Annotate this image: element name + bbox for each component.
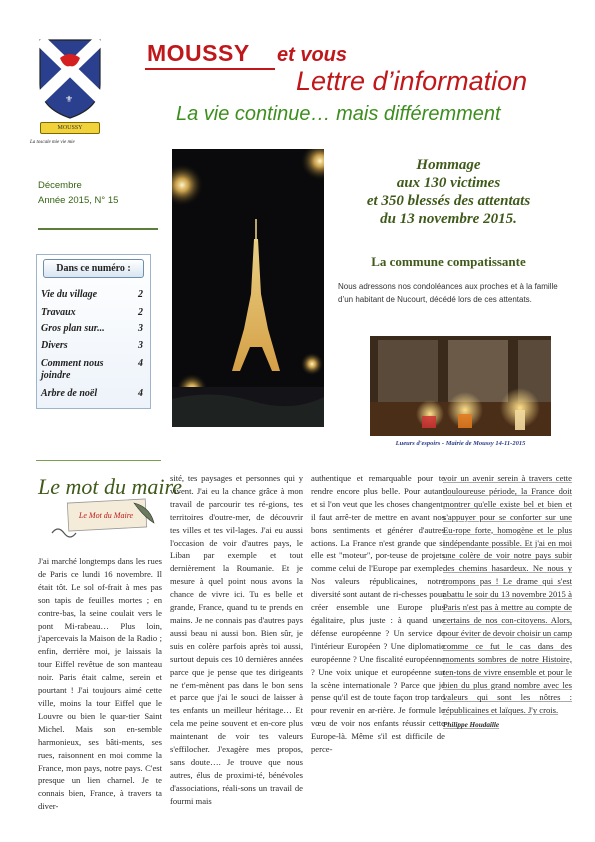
mot-column-3: authentique et remarquable pour te rendre encore plus belle. Pour autant et si l'on veut que les choses changent, il faut arrê-ter de mettre en avant nos bons sentiments et générer d'autres actions. La France n'est grande que si elle est "moteur", por-teuse de projets comme celui de l'Europe par exemple. Nos valeurs républicaines, notre diversité sont autant de ri-chesses pour créer ensemble une Europe plus égalitaire, plus juste : à quand une défense européenne ? Un service de l'intérieur Européen ? Une diplomatie européenne ? Une fiscalité européenne ? Une voix unique et européenne sur la scène internationale ? Parce que je pense qu'il est de toute façon trop tard pour revenir en ar-rière. Je formule le vœu de voir nos enfants réussir cette Europe-là. Même s'il est difficile de perce- [311, 473, 445, 755]
toc-item-label: Divers [41, 340, 68, 351]
masthead-subtitle: Lettre d’information [296, 66, 528, 96]
toc-item[interactable] [41, 358, 146, 382]
toc-item-label: Gros plan sur... [41, 323, 105, 334]
issue-month: Décembre [38, 180, 82, 191]
svg-text:⚜: ⚜ [46, 80, 55, 90]
mot-column-1: J'ai marché longtemps dans les rues de Paris ce lundi 16 novembre. Il était tôt. Le sol of-frait à mes pas son tapis de feuilles mortes ; en contre-bas, la seine coulait vers le pont Mi-rabeau… Plus loin, j'apercevais la Maison de la Radio ; enfin, derrière moi, je laissais la tour Eiffel revêtue de son manteau noir. Paris était calme, serein et pourtant ! J'ai toujours aimé cette ville, moins la tour Eiffel que le Louvre ou bien le quar-tier Saint Michel. Mais son en-semble harmonieux, ses bâti-ments, ses rues, raisonnent en moi comme la France, mon pays, notre pays. C'est presque un lien charnel. Je te connais bien, France, à travers ta diver- [38, 556, 162, 812]
toc-item-label: Arbre de noël [41, 388, 98, 399]
svg-text:⚜: ⚜ [84, 80, 93, 90]
hommage-line: du 13 novembre 2015. [380, 211, 517, 227]
crest-icon [38, 38, 102, 120]
photo-caption: Lueurs d'espoirs - Mairie de Moussy 14-11-2015 [395, 440, 526, 447]
mot-title: Le mot du maire [38, 474, 183, 499]
masthead-underline [145, 68, 275, 70]
svg-text:⚜: ⚜ [84, 48, 93, 58]
toc-box [36, 254, 151, 409]
toc-item[interactable] [41, 307, 146, 319]
toc-item-page: 4 [138, 358, 143, 369]
masthead-brand: MOUSSY [147, 40, 250, 66]
mot-column-4-text: voir un avenir serein à travers cette douloureuse période, la France doit montrer qu'elle existe bel et bien et s'appuyer pour se conforter sur une Eu-rope forte, homogène et le plus indépendante possible. Et j'ai en moi une colère de voir notre pays subir des chemins hasardeux. Ne nous y trompons pas ! Le drame qui s'est abattu le soir du 13 novembre 2015 à Paris n'est pas à mettre au compte de certains de nos con-citoyens. Alors, pour éviter de devoir choisir un camp comme ce fut le cas dans des moments sombres de notre Histoire, ten-tons de vivre ensemble et pour le bien du plus grand nombre avec les valeurs qui sont les nôtres : républicaines et laïques. J'y crois. [443, 473, 572, 716]
masthead-suffix: et vous [277, 44, 348, 66]
compat-subheading: La commune compatissante [371, 254, 526, 269]
toc-item-page: 2 [138, 289, 143, 300]
toc-item[interactable] [41, 289, 146, 301]
candles-photo [370, 336, 551, 436]
issue-divider [38, 228, 158, 230]
toc-item-page: 3 [138, 340, 143, 351]
hommage-line: et 350 blessés des attentats [366, 193, 531, 209]
mot-divider [36, 460, 161, 461]
toc-item-label: Vie du village [41, 289, 98, 300]
toc-item[interactable] [41, 388, 146, 400]
hommage-line: Hommage [416, 157, 481, 173]
crest-caption: La toscale mie vie mie [30, 140, 75, 145]
crest-banner: MOUSSY [40, 122, 100, 134]
toc-item-page: 3 [138, 323, 143, 334]
toc-item-page: 2 [138, 307, 143, 318]
svg-text:⚜: ⚜ [65, 94, 74, 104]
sign-illustration [48, 497, 160, 542]
issue-number: Année 2015, N° 15 [38, 195, 119, 206]
signature: Philippe Houdaille [443, 721, 500, 730]
issue-info [38, 178, 118, 208]
toc-item-label: Travaux [41, 307, 76, 318]
hommage-line: aux 130 victimes [396, 175, 501, 191]
condolences-text: Nous adressons nos condoléances aux proches et à la famille d’un habitant de Nucourt, décédé lors de ces attentats. [338, 282, 558, 304]
mot-column-2: sité, tes paysages et personnes qui y vivent. J'ai eu la chance grâce à mon travail de parcourir tes ré-gions, tes territoires d'outre-mer, de découvrir tes villes et tes vil-lages. J'ai eu aussi l'occasion de voir d'autres pays, le Liban par exemple et tout dernièrement la Roumanie. Et je mesure à quel point nous avons la chance de vivre ici. Tu es belle et grande, France, quand tu te prends en mains. Je ne connais pas d'autres pays aussi beau ni aussi bon. Bien sûr, je suis en colère parfois après toi aussi, surtout depuis ces 10 dernières années parce que je pense que tes dirigeants ne t'em-mènent pas dans le bon sens et parce que j'ai le souci de laisser à tes enfants un meilleur héritage… Et cela me peine souvent et en-core plus maintenant de voir tes valeurs s'effilocher. J'exagère mes propos, sans doute…. Je trouve que nous autres, élus de proximi-té, bénévoles d'associations, réali-sons un travail de fourmi mais [170, 473, 303, 806]
toc-title: Dans ce numéro : [43, 259, 144, 278]
toc-item-page: 4 [138, 388, 143, 399]
toc-item[interactable] [41, 323, 146, 335]
toc-item[interactable] [41, 340, 146, 352]
eiffel-tower-photo [172, 149, 324, 427]
mot-column-4 [443, 472, 572, 732]
toc-item-label: Comment nous joindre [41, 358, 104, 381]
svg-text:⚜: ⚜ [46, 48, 55, 58]
tagline: La vie continue… mais différemment [176, 103, 501, 125]
sign-text: Le Mot du Maire [78, 511, 134, 520]
hommage-heading [336, 156, 561, 228]
